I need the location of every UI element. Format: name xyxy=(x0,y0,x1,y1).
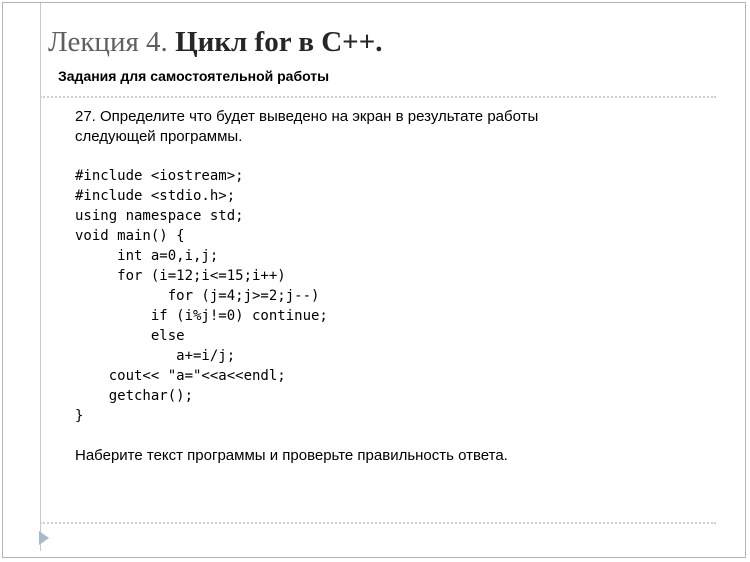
code-line: for (i=12;i<=15;i++) xyxy=(75,268,286,284)
slide-title-prefix: Лекция 4. xyxy=(48,26,176,58)
code-line: void main() { xyxy=(75,228,185,244)
left-vertical-rule xyxy=(40,3,41,551)
code-line: cout<< "a="<<a<<endl; xyxy=(75,368,286,384)
task-line-2: следующей программы. xyxy=(75,128,243,145)
task-footer-instruction: Наберите текст программы и проверьте правильность ответа. xyxy=(75,447,508,464)
task-description xyxy=(75,107,675,147)
code-line: for (j=4;j>=2;j--) xyxy=(75,288,320,304)
code-listing xyxy=(75,166,328,426)
slide-title xyxy=(48,22,382,62)
top-dotted-divider xyxy=(40,96,716,98)
play-triangle-icon[interactable] xyxy=(39,531,49,545)
code-line: using namespace std; xyxy=(75,208,244,224)
slide-frame xyxy=(2,2,746,558)
code-line: #include <stdio.h>; xyxy=(75,188,236,204)
code-line: else xyxy=(75,328,185,344)
code-line: #include <iostream>; xyxy=(75,168,244,184)
bottom-dotted-divider xyxy=(40,522,716,524)
code-line: a+=i/j; xyxy=(75,348,236,364)
code-line: int a=0,i,j; xyxy=(75,248,219,264)
code-line: } xyxy=(75,408,84,424)
slide-subtitle: Задания для самостоятельной работы xyxy=(58,68,330,84)
code-line: if (i%j!=0) continue; xyxy=(75,308,328,324)
code-line: getchar(); xyxy=(75,388,194,404)
slide-title-topic: Цикл for в С++. xyxy=(175,26,383,58)
task-line-1: 27. Определите что будет выведено на экран в результате работы xyxy=(75,108,539,125)
